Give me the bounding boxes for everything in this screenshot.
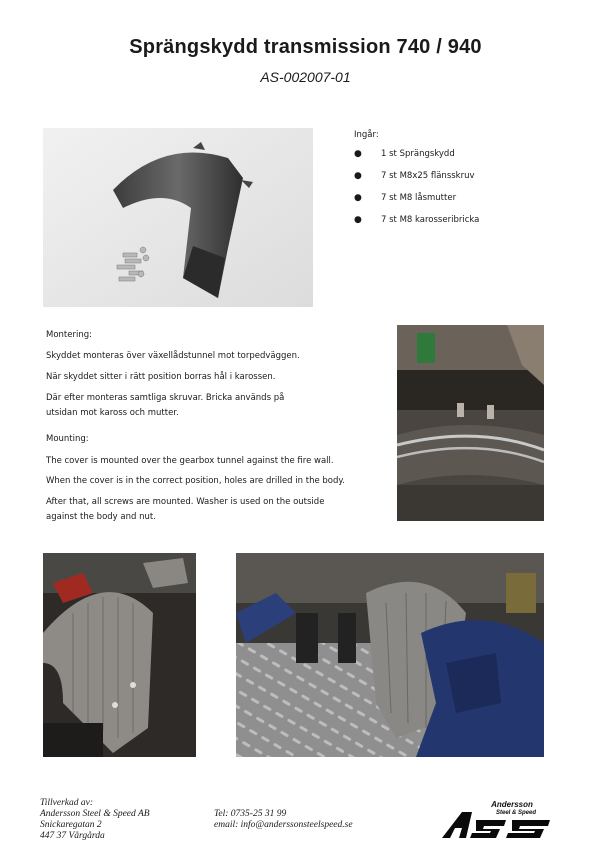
english-line-3b: against the body and nut.: [46, 512, 156, 522]
phone-number: Tel: 0735-25 31 99: [214, 809, 287, 819]
swedish-line-3b: utsidan mot kaross och mutter.: [46, 408, 179, 418]
footer-address: [40, 798, 150, 842]
contents-list: [354, 130, 480, 237]
contents-heading: Ingår:: [354, 130, 379, 140]
logo-brand-line-2: Steel & Speed: [495, 810, 537, 816]
english-line-2: When the cover is in the correct position, holes are drilled in the body.: [46, 476, 345, 486]
list-item: ● 7 st M8x25 flänsskruv: [354, 171, 475, 181]
list-item: ● 1 st Sprängskydd: [354, 149, 455, 159]
swedish-line-1: Skyddet monteras över växellådstunnel mot torpedväggen.: [46, 351, 300, 361]
company-name: Andersson Steel & Speed AB: [40, 809, 150, 819]
postal-address: 447 37 Vårgårda: [40, 831, 105, 841]
english-line-3a: After that, all screws are mounted. Washer is used on the outside: [46, 497, 325, 507]
document-title: Sprängskydd transmission 740 / 940: [129, 36, 482, 58]
street-address: Snickaregatan 2: [40, 820, 102, 830]
article-number: AS-002007-01: [260, 69, 351, 85]
english-line-1: The cover is mounted over the gearbox tunnel against the fire wall.: [46, 456, 334, 466]
email-address[interactable]: email: info@anderssonsteelspeed.se: [214, 820, 353, 830]
bullet-icon: ●: [354, 149, 362, 159]
footwell-left-photo: [43, 553, 196, 757]
product-photo: [43, 128, 313, 307]
logo-brand-line-1: Andersson: [491, 800, 533, 809]
bullet-icon: ●: [354, 171, 362, 181]
english-heading: Mounting:: [46, 434, 89, 444]
company-logo: [440, 798, 555, 842]
bullet-icon: ●: [354, 215, 362, 225]
manufactured-by-label: Tillverkad av:: [40, 798, 94, 808]
bullet-icon: ●: [354, 193, 362, 203]
footer-contact: [214, 809, 353, 831]
underbody-photo: [397, 325, 544, 521]
footwell-right-photo: [236, 553, 544, 757]
swedish-line-2: När skyddet sitter i rätt position borras hål i karossen.: [46, 372, 276, 382]
list-item: ● 7 st M8 karosseribricka: [354, 215, 480, 225]
swedish-line-3a: Där efter monteras samtliga skruvar. Bricka används på: [46, 393, 285, 403]
list-item: ● 7 st M8 låsmutter: [354, 193, 457, 203]
swedish-heading: Montering:: [46, 330, 92, 340]
